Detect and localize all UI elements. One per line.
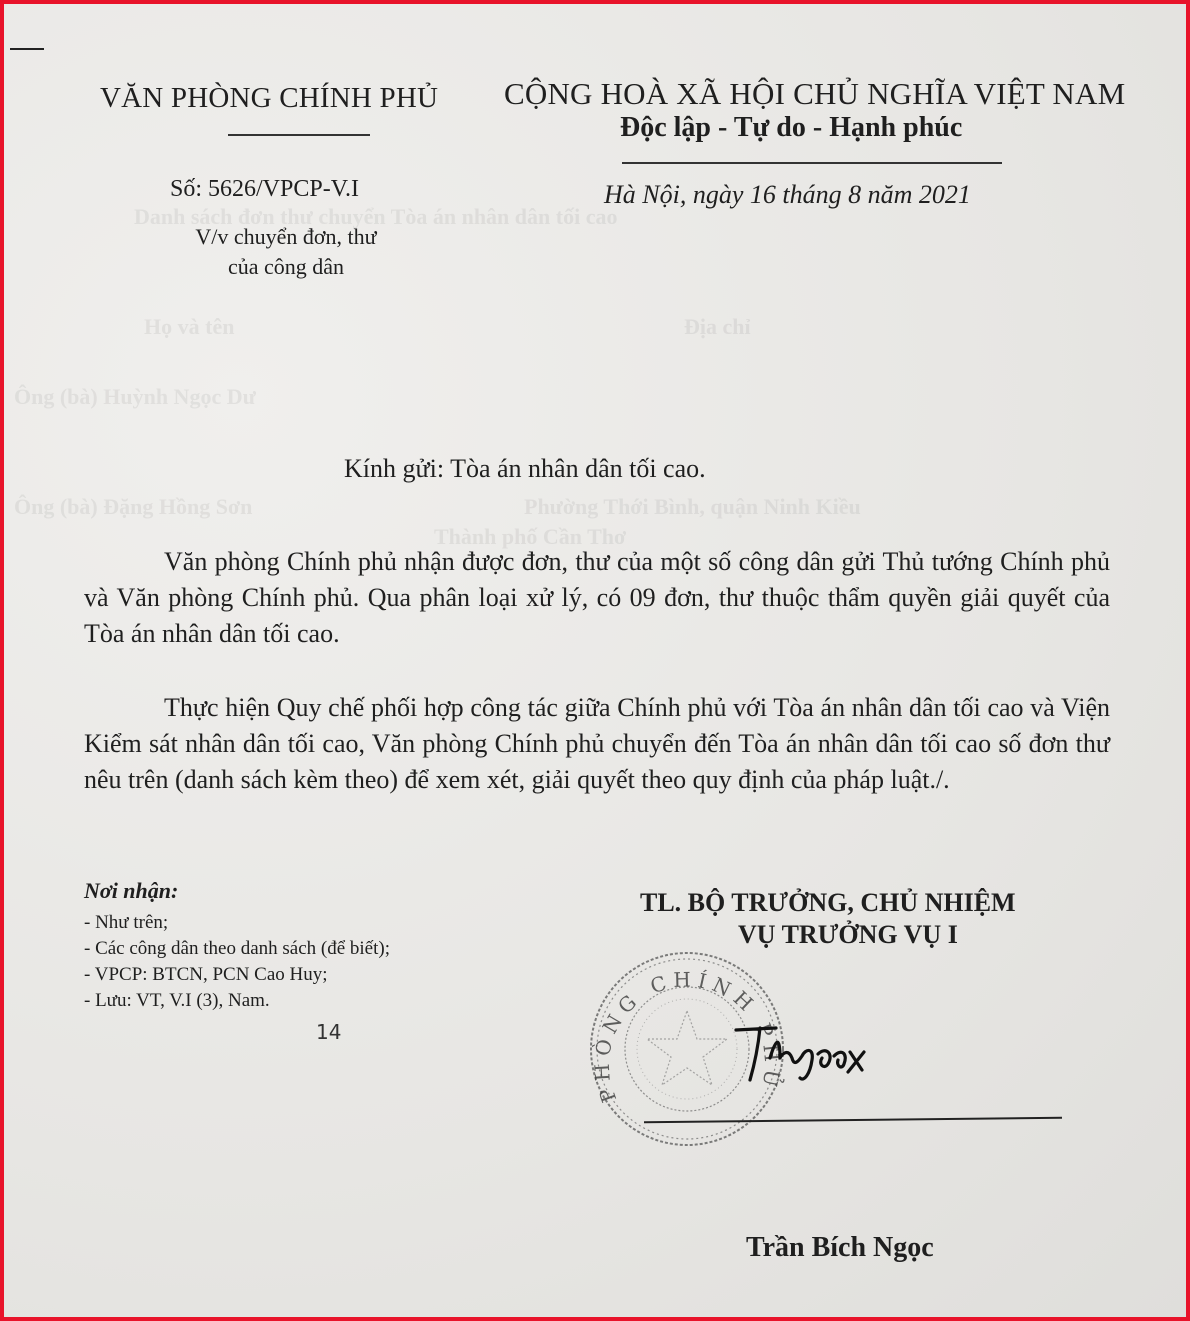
handwritten-signature-icon — [730, 1018, 910, 1088]
body-paragraph: Thực hiện Quy chế phối hợp công tác giữa Chính phủ với Tòa án nhân dân tối cao và Viện Kiểm sát nhân dân tối cao, Văn phòng Chính phủ chuyển đến Tòa án nhân dân tối cao số đơn thư nêu trên (danh sách kèm theo) để xem xét, giải quyết theo quy định của pháp luật./. — [84, 693, 1110, 794]
recipient-item: - VPCP: BTCN, PCN Cao Huy; — [84, 964, 328, 985]
bleed-through-line: Phường Thới Bình, quận Ninh Kiều — [524, 494, 861, 519]
bleed-through-line: Ông (bà) Huỳnh Ngọc Dư — [14, 384, 256, 409]
handwritten-note: 14 — [316, 1020, 342, 1044]
recipients-title: Nơi nhận: — [84, 878, 179, 903]
signing-position: VỤ TRƯỞNG VỤ I — [738, 920, 958, 949]
signer-name: Trần Bích Ngọc — [746, 1232, 934, 1263]
recipient-item: - Như trên; — [84, 912, 169, 933]
recipients-list — [84, 910, 390, 1014]
organization-underline — [228, 134, 370, 136]
recipient-item: - Các công dân theo danh sách (để biết); — [84, 938, 390, 959]
bleed-through-line: Địa chỉ — [684, 314, 751, 339]
bleed-through-line: Ông (bà) Đặng Hồng Sơn — [14, 494, 253, 519]
document-number: Số: 5626/VPCP-V.I — [170, 176, 359, 202]
signing-authority: TL. BỘ TRƯỞNG, CHỦ NHIỆM — [640, 888, 1016, 917]
stamp-text: PHÒNG CHÍNH PHỦ — [589, 967, 785, 1106]
greeting: Kính gửi: Tòa án nhân dân tối cao. — [344, 454, 706, 483]
place-date: Hà Nội, ngày 16 tháng 8 năm 2021 — [604, 180, 971, 209]
subject-line: V/v chuyển đơn, thư — [195, 224, 377, 249]
issuing-organization: VĂN PHÒNG CHÍNH PHỦ — [100, 82, 439, 114]
recipient-item: - Lưu: VT, V.I (3), Nam. — [84, 990, 270, 1011]
motto-underline — [622, 162, 1002, 164]
bleed-through-line: Danh sách đơn thư chuyển Tòa án nhân dân tối cao — [134, 204, 618, 229]
body-paragraph: Văn phòng Chính phủ nhận được đơn, thư của một số công dân gửi Thủ tướng Chính phủ và Văn phòng Chính phủ. Qua phân loại xử lý, có 09 đơn, thư thuộc thẩm quyền giải quyết của Tòa án nhân dân tối cao. — [84, 547, 1110, 648]
national-title: CỘNG HOÀ XÃ HỘI CHỦ NGHĨA VIỆT NAM — [504, 76, 1126, 111]
corner-mark — [10, 48, 44, 50]
bleed-through-line: Họ và tên — [144, 314, 235, 339]
bleed-through-line: Thành phố Cần Thơ — [434, 524, 627, 549]
subject-line: của công dân — [227, 254, 345, 279]
national-motto: Độc lập - Tự do - Hạnh phúc — [620, 112, 963, 143]
document-subject — [170, 222, 402, 282]
